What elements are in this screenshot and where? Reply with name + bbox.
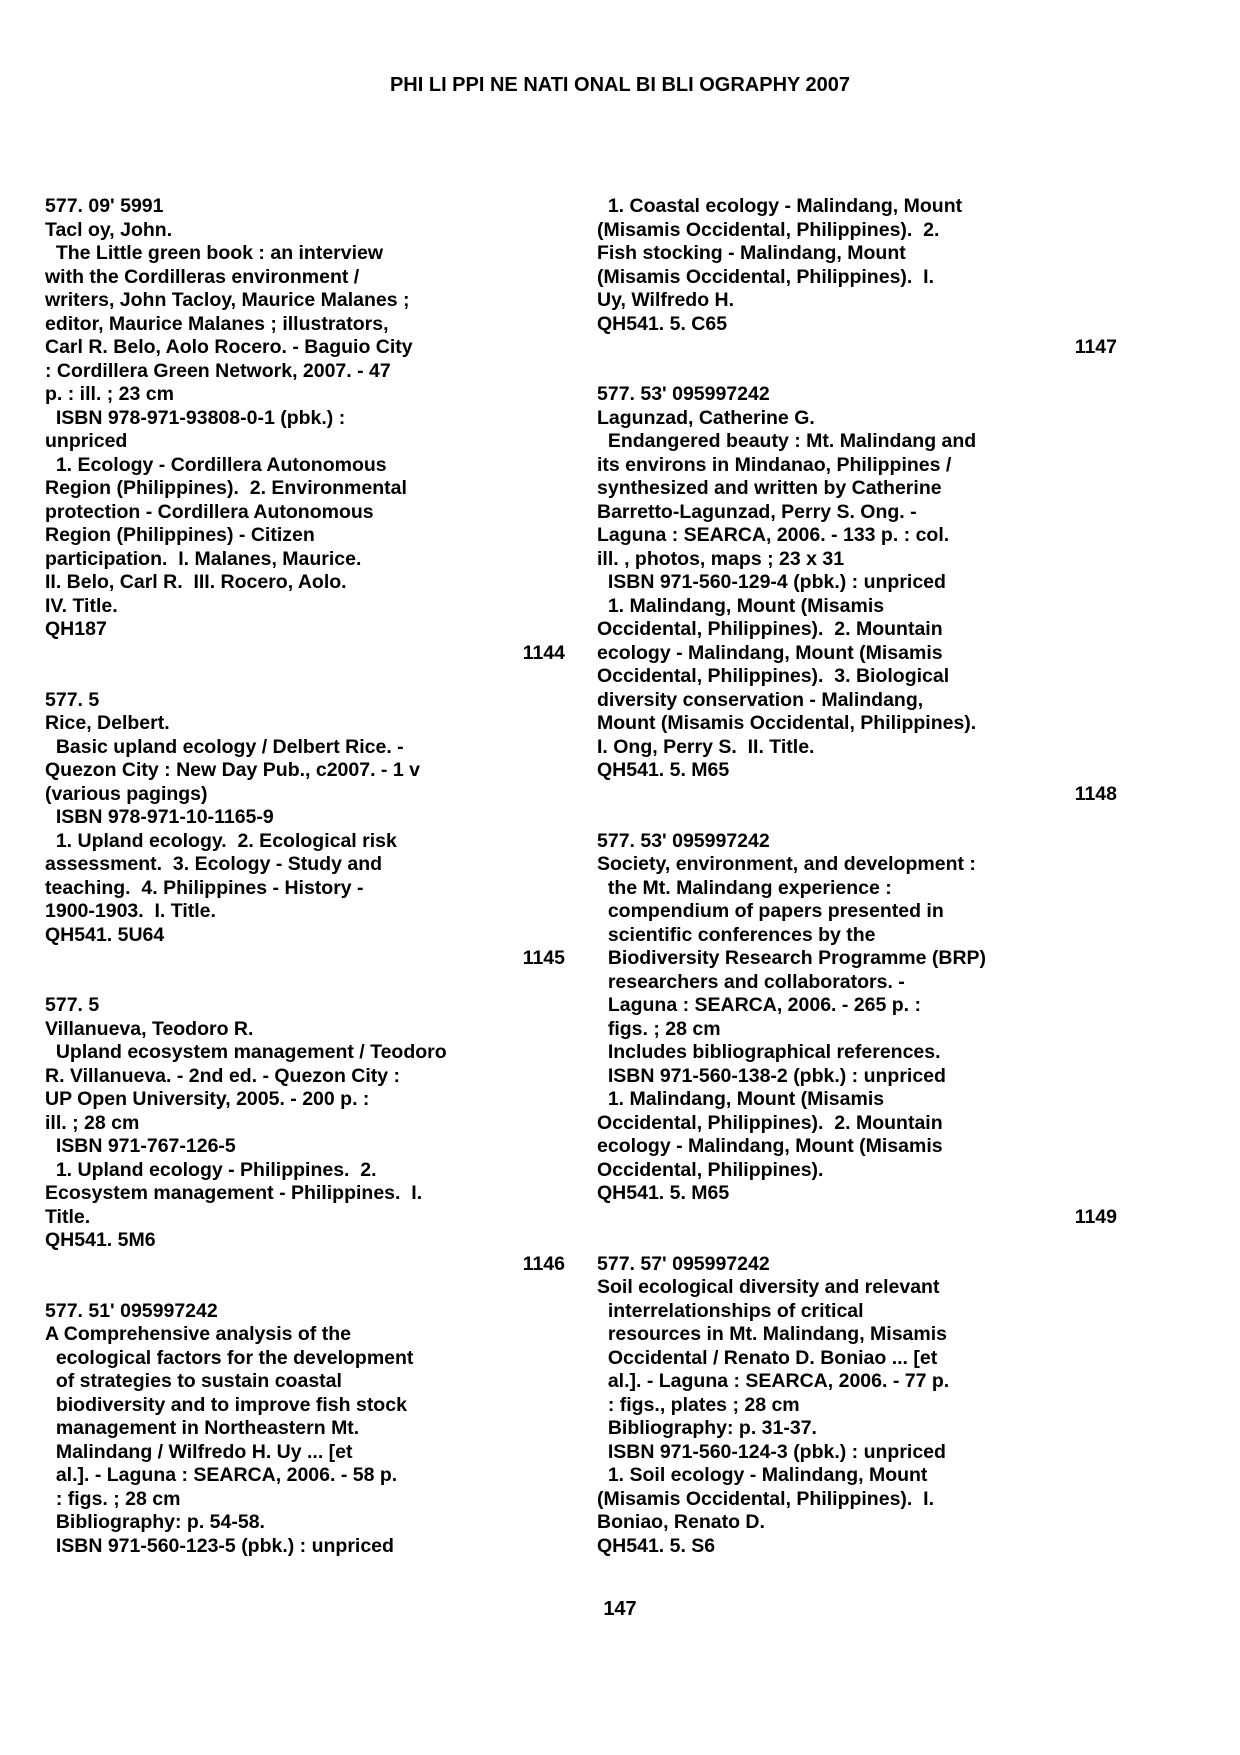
entry-line: the Mt. Malindang experience : [597,876,892,899]
entry-line: unpriced [45,430,128,452]
entry-line: protection - Cordillera Autonomous [45,500,374,523]
entry-line: IV. Title. [45,594,118,617]
entry-line: Region (Philippines) - Citizen [45,524,315,546]
entry-line: ill. , photos, maps ; 23 x 31 [597,547,845,570]
entry-line: diversity conservation - Malindang, [597,688,924,711]
entry-line: Includes bibliographical references. [597,1041,941,1063]
entry-line: ISBN 971-560-129-4 (pbk.) : unpriced [597,571,946,593]
entry-line: Rice, Delbert. [45,712,170,734]
entry-line: : figs. ; 28 cm [45,1487,181,1510]
entry-line: (Misamis Occidental, Philippines). I. [597,1487,934,1510]
entry-line: Fish stocking - Malindang, Mount [597,242,906,264]
entry-line: 577. 53' 095997242 [597,829,770,852]
entry-line: Lagunzad, Catherine G. [597,406,815,429]
entry-line: QH541. 5. C65 [597,312,728,335]
entry-line: UP Open University, 2005. - 200 p. : [45,1088,370,1110]
entry-line: figs. ; 28 cm [597,1017,721,1040]
entry-line: Bibliography: p. 31-37. [597,1417,817,1439]
entry-line: QH541. 5U64 [45,923,165,946]
bibliographic-entry [597,195,1117,383]
entry-line: Malindang / Wilfredo H. Uy ... [et [45,1440,353,1463]
entry-line: (Misamis Occidental, Philippines). I. [597,265,934,288]
entry-line: ill. ; 28 cm [45,1111,140,1134]
bibliographic-entry [597,1253,1117,1559]
entry-line: al.]. - Laguna : SEARCA, 2006. - 58 p. [45,1464,398,1486]
entry-spacer [45,1276,565,1300]
bibliographic-entry [597,830,1117,1253]
entry-line: Upland ecosystem management / Teodoro [45,1041,447,1063]
entry-line: 1. Malindang, Mount (Misamis [597,1088,885,1110]
entry-line: ecology - Malindang, Mount (Misamis [597,1135,943,1157]
entry-line: researchers and collaborators. - [597,970,905,993]
entry-line: A Comprehensive analysis of the [45,1323,351,1345]
entry-line: QH187 [45,618,107,640]
entry-line: Laguna : SEARCA, 2006. - 265 p. : [597,994,921,1016]
entry-line: participation. I. Malanes, Maurice. [45,547,362,570]
entry-line: 1. Soil ecology - Malindang, Mount [597,1464,928,1486]
entry-line: Bibliography: p. 54-58. [45,1511,265,1533]
entry-line: writers, John Tacloy, Maurice Malanes ; [45,289,410,311]
entry-line: R. Villanueva. - 2nd ed. - Quezon City : [45,1064,401,1087]
entry-line: ecology - Malindang, Mount (Misamis [597,641,943,664]
entry-line: interrelationships of critical [597,1299,864,1322]
entry-line: synthesized and written by Catherine [597,477,942,499]
entry-line: biodiversity and to improve fish stock [45,1393,407,1416]
entry-line: Occidental, Philippines). 3. Biological [597,665,950,687]
left-column [45,195,565,1558]
entry-line: Occidental / Renato D. Boniao ... [et [597,1346,938,1369]
entry-line: 577. 09' 5991 [45,195,164,217]
entry-line: al.]. - Laguna : SEARCA, 2006. - 77 p. [597,1370,950,1392]
entry-line: its environs in Mindanao, Philippines / [597,453,952,476]
entry-line: teaching. 4. Philippines - History - [45,876,364,899]
entry-spacer [597,360,1117,384]
entry-line: Biodiversity Research Programme (BRP) [597,947,987,969]
entry-line: 577. 5 [45,994,100,1016]
entry-line: Mount (Misamis Occidental, Philippines). [597,712,977,734]
entry-line: with the Cordilleras environment / [45,265,360,288]
entry-line: 577. 57' 095997242 [597,1252,770,1275]
entry-line: Tacl oy, John. [45,218,173,241]
entry-line: ISBN 978-971-93808-0-1 (pbk.) : [45,406,346,429]
entry-spacer [45,971,565,995]
entry-line: : Cordillera Green Network, 2007. - 47 [45,359,391,382]
entry-line: ISBN 971-767-126-5 [45,1135,236,1157]
entry-spacer [45,665,565,689]
entry-line: 1. Upland ecology. 2. Ecological risk [45,829,397,852]
entry-line: Occidental, Philippines). 2. Mountain [597,1111,943,1134]
bibliographic-entry [45,195,565,689]
entry-line: ISBN 978-971-10-1165-9 [45,806,274,828]
entry-line: (various pagings) [45,782,208,805]
entry-line: Region (Philippines). 2. Environmental [45,477,407,499]
entry-line: scientific conferences by the [597,923,876,946]
page-number: 147 [603,1598,637,1620]
entry-line: Soil ecological diversity and relevant [597,1276,940,1298]
entry-line: Villanueva, Teodoro R. [45,1017,254,1040]
entry-line: Barretto-Lagunzad, Perry S. Ong. - [597,500,917,523]
bibliographic-entry [45,994,565,1300]
entry-line: Carl R. Belo, Aolo Rocero. - Baguio City [45,336,413,358]
entry-line: Laguna : SEARCA, 2006. - 133 p. : col. [597,524,950,546]
entry-line: ISBN 971-560-124-3 (pbk.) : unpriced [597,1440,946,1463]
entry-line: Basic upland ecology / Delbert Rice. - [45,735,404,758]
bibliographic-entry [597,383,1117,830]
entry-line: Occidental, Philippines). [597,1158,824,1181]
entry-line: QH541. 5M6 [45,1229,156,1251]
entry-line: resources in Mt. Malindang, Misamis [597,1323,948,1345]
entry-line: II. Belo, Carl R. III. Rocero, Aolo. [45,571,347,593]
entry-line: 1. Malindang, Mount (Misamis [597,594,885,617]
entry-line: of strategies to sustain coastal [45,1370,342,1392]
entry-spacer [597,806,1117,830]
entry-number: 1145 [522,947,565,969]
entry-line: editor, Maurice Malanes ; illustrators, [45,312,389,335]
entry-line: The Little green book : an interview [45,242,384,264]
bibliographic-entry [45,1300,565,1559]
entry-number: 1146 [522,1252,565,1275]
entry-line: ecological factors for the development [45,1346,414,1369]
entry-line: assessment. 3. Ecology - Study and [45,853,383,875]
entry-line: ISBN 971-560-123-5 (pbk.) : unpriced [45,1534,394,1557]
entry-number: 1148 [1074,782,1117,805]
entry-number: 1147 [1074,336,1117,358]
entry-line: I. Ong, Perry S. II. Title. [597,735,815,758]
entry-line: 1. Upland ecology - Philippines. 2. [45,1158,377,1181]
entry-line: Society, environment, and development : [597,853,976,875]
entry-line: Endangered beauty : Mt. Malindang and [597,430,977,452]
entry-line: Occidental, Philippines). 2. Mountain [597,618,943,640]
entry-line: ISBN 971-560-138-2 (pbk.) : unpriced [597,1064,946,1087]
entry-line: p. : ill. ; 23 cm [45,383,174,405]
entry-spacer [597,1229,1117,1253]
entry-line: 577. 5 [45,688,100,711]
entry-line: Quezon City : New Day Pub., c2007. - 1 v [45,759,420,781]
entry-line: compendium of papers presented in [597,900,944,922]
bibliographic-entry [45,689,565,995]
entry-number: 1149 [1074,1205,1117,1228]
page-header-title: PHI LI PPI NE NATI ONAL BI BLI OGRAPHY 2007 [389,74,851,96]
entry-line: QH541. 5. M65 [597,1182,730,1204]
entry-line: Uy, Wilfredo H. [597,289,735,311]
entry-line: management in Northeastern Mt. [45,1417,360,1439]
entry-line: : figs., plates ; 28 cm [597,1393,800,1416]
entry-line: 577. 53' 095997242 [597,383,770,405]
right-column [597,195,1117,1558]
entry-line: Boniao, Renato D. [597,1511,765,1533]
entry-line: 577. 51' 095997242 [45,1299,218,1322]
entry-line: 1. Ecology - Cordillera Autonomous [45,453,387,476]
entry-line: QH541. 5. M65 [597,759,730,781]
entry-number: 1144 [522,641,565,664]
entry-line: 1. Coastal ecology - Malindang, Mount [597,195,963,217]
entry-line: Ecosystem management - Philippines. I. [45,1182,423,1204]
entry-line: QH541. 5. S6 [597,1534,716,1557]
entry-line: 1900-1903. I. Title. [45,900,216,922]
entry-line: Title. [45,1205,91,1228]
entry-line: (Misamis Occidental, Philippines). 2. [597,218,940,241]
